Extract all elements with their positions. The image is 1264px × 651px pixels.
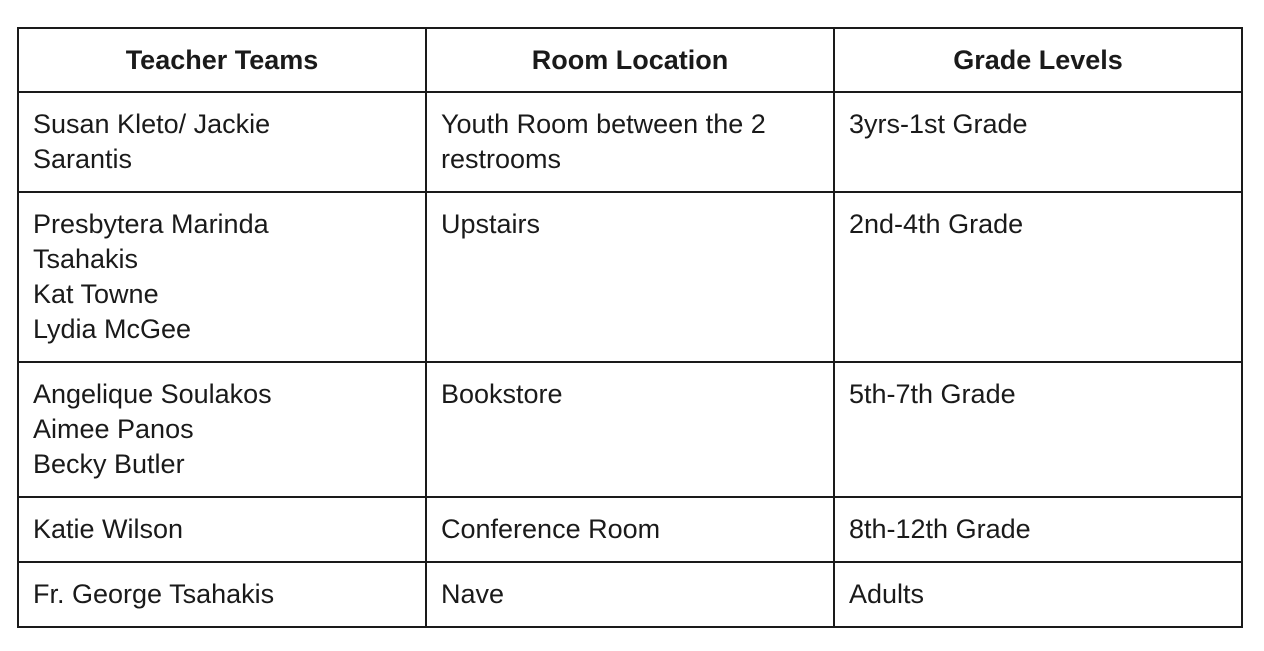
- room-line: Upstairs: [441, 209, 541, 239]
- teacher-name-line: Fr. George Tsahakis: [33, 579, 275, 609]
- teacher-name-line: Sarantis: [33, 144, 133, 174]
- room-line: Bookstore: [441, 379, 563, 409]
- table-row: [18, 497, 1242, 562]
- teacher-cell: [18, 362, 426, 497]
- table-row: [18, 192, 1242, 362]
- header-teacher-teams: Teacher Teams: [18, 28, 426, 92]
- grade-cell: Adults: [834, 562, 1242, 627]
- header-grade-levels: Grade Levels: [834, 28, 1242, 92]
- teacher-room-table: [17, 27, 1243, 628]
- teacher-cell: [18, 192, 426, 362]
- teacher-cell: [18, 562, 426, 627]
- room-cell: [426, 497, 834, 562]
- teacher-name-line: Katie Wilson: [33, 514, 184, 544]
- table-row: [18, 362, 1242, 497]
- room-line: Conference Room: [441, 514, 661, 544]
- teacher-name-line: Lydia McGee: [33, 314, 192, 344]
- teacher-cell: [18, 92, 426, 192]
- room-line: restrooms: [441, 144, 562, 174]
- teacher-name-line: Susan Kleto/ Jackie: [33, 109, 271, 139]
- room-cell: [426, 562, 834, 627]
- room-cell: [426, 192, 834, 362]
- grade-cell: 2nd-4th Grade: [834, 192, 1242, 362]
- teacher-name-line: Tsahakis: [33, 244, 139, 274]
- room-line: Nave: [441, 579, 505, 609]
- teacher-name-line: Aimee Panos: [33, 414, 194, 444]
- grade-cell: 3yrs-1st Grade: [834, 92, 1242, 192]
- teacher-cell: [18, 497, 426, 562]
- room-cell: [426, 92, 834, 192]
- table-row: [18, 562, 1242, 627]
- room-cell: [426, 362, 834, 497]
- grade-cell: 5th-7th Grade: [834, 362, 1242, 497]
- teacher-name-line: Angelique Soulakos: [33, 379, 272, 409]
- table-row: [18, 92, 1242, 192]
- teacher-name-line: Kat Towne: [33, 279, 159, 309]
- room-line: Youth Room between the 2: [441, 109, 766, 139]
- grade-cell: 8th-12th Grade: [834, 497, 1242, 562]
- table-header-row: [18, 28, 1242, 92]
- teacher-name-line: Presbytera Marinda: [33, 209, 269, 239]
- teacher-name-line: Becky Butler: [33, 449, 185, 479]
- header-room-location: Room Location: [426, 28, 834, 92]
